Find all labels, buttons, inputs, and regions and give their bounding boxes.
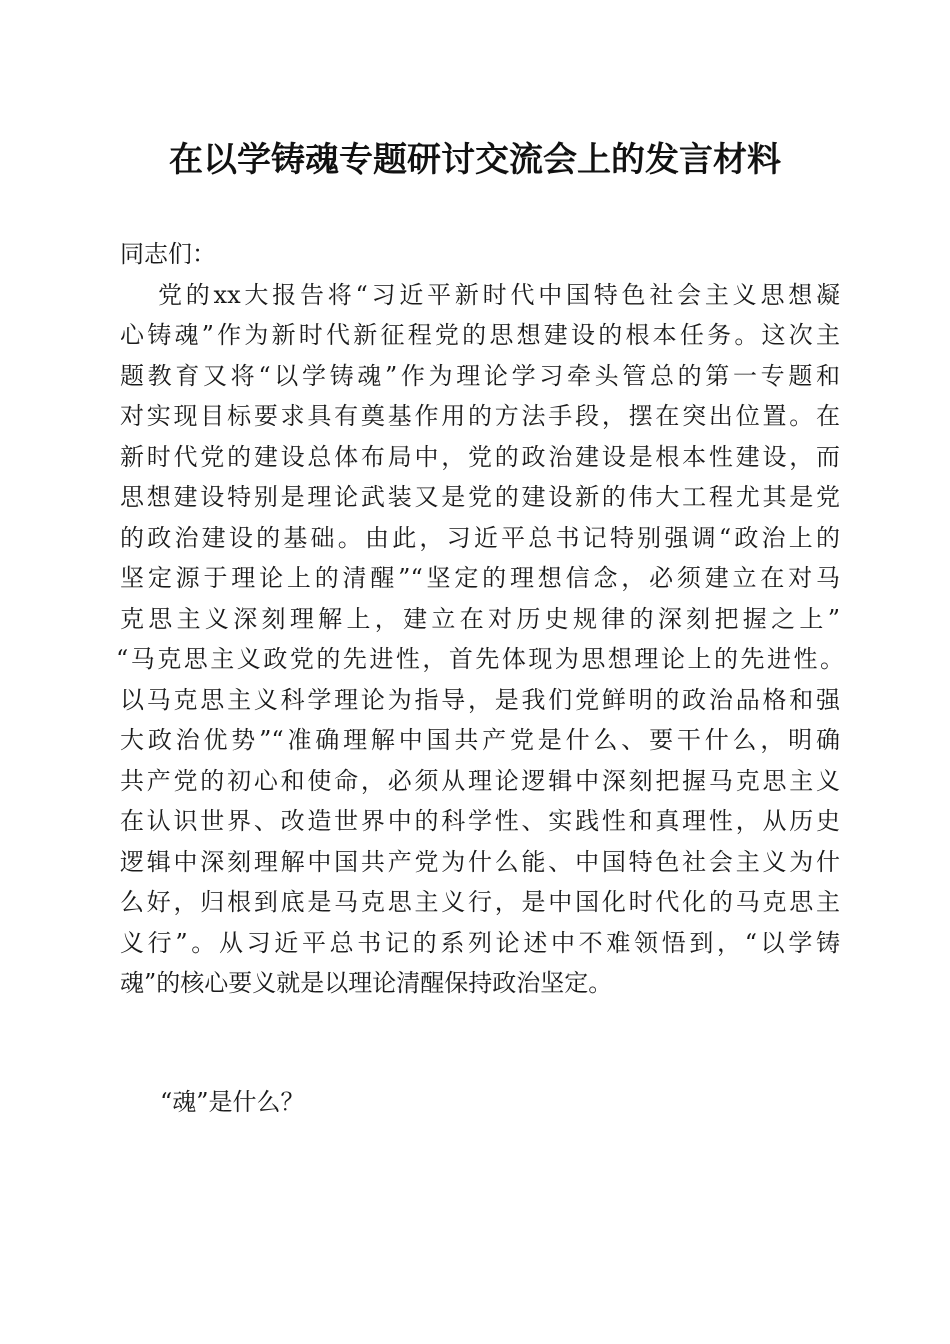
paragraph-line: 以马克思主义科学理论为指导，是我们党鲜明的政治品格和强	[120, 685, 840, 714]
paragraph-line: 坚定源于理论上的清醒”“坚定的理想信念，必须建立在对马	[120, 564, 840, 592]
paragraph-line: 党的xx大报告将“习近平新时代中国特色社会主义思想凝	[158, 280, 840, 309]
paragraph-line: 克思主义深刻理解上，建立在对历史规律的深刻把握之上”	[120, 604, 840, 633]
document-body	[116, 236, 844, 1004]
paragraph-line: 在认识世界、改造世界中的科学性、实践性和真理性，从历史	[120, 807, 840, 835]
section-question: “魂”是什么？	[160, 1088, 305, 1116]
paragraph-line: 对实现目标要求具有奠基作用的方法手段，摆在突出位置。在	[120, 402, 840, 430]
paragraph-line: 魂”的核心要义就是以理论清醒保持政治坚定。	[120, 969, 613, 997]
greeting: 同志们：	[120, 240, 216, 268]
paragraph-line: 思想建设特别是理论武装又是党的建设新的伟大工程尤其是党	[120, 483, 840, 511]
paragraph-line: 大政治优势”“准确理解中国共产党是什么、要干什么，明确	[120, 726, 840, 754]
paragraph-line: 题教育又将“以学铸魂”作为理论学习牵头管总的第一专题和	[120, 361, 840, 390]
paragraph-line: 共产党的初心和使命，必须从理论逻辑中深刻把握马克思主义	[120, 766, 840, 795]
paragraph-line: 心铸魂”作为新时代新征程党的思想建设的根本任务。这次主	[120, 321, 840, 349]
paragraph-line: 义行”。从习近平总书记的系列论述中不难领悟到，“以学铸	[120, 928, 840, 957]
document-title: 在以学铸魂专题研讨交流会上的发言材料	[169, 140, 781, 180]
paragraph-line: 逻辑中深刻理解中国共产党为什么能、中国特色社会主义为什	[120, 847, 840, 876]
paragraph-line: 的政治建设的基础。由此，习近平总书记特别强调“政治上的	[120, 523, 840, 552]
paragraph-line: “马克思主义政党的先进性，首先体现为思想理论上的先进性。	[116, 645, 844, 673]
paragraph-line: 新时代党的建设总体布局中，党的政治建设是根本性建设，而	[120, 442, 840, 471]
paragraph-line: 么好，归根到底是马克思主义行，是中国化时代化的马克思主	[120, 888, 840, 916]
